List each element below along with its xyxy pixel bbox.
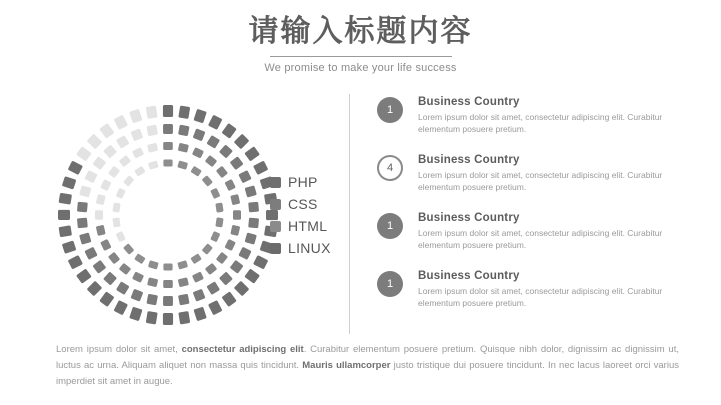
legend-swatch-icon	[270, 177, 281, 188]
donut-chart	[48, 95, 288, 335]
bullet-title: Business Country	[418, 212, 520, 224]
legend-label: LINUX	[288, 240, 331, 256]
list-item	[377, 154, 697, 193]
bullet-title: Business Country	[418, 270, 520, 282]
bullet-list	[377, 96, 697, 328]
bullet-badge: 4	[377, 155, 403, 181]
footer-bold-2: Mauris ullamcorper	[302, 360, 391, 371]
footer-text-3: justo tristique dui posuere tincidunt. In nec lacus laoreet orci varius imperdiet sit amet in augue.	[56, 360, 679, 387]
footer-text-2: . Curabitur elementum posuere pretium. Quisque nibh dolor, dignissim ac dignissim ut, luctus ac urna. Aliquam aliquet non massa quis tincidunt.	[56, 344, 679, 371]
legend-swatch-icon	[270, 199, 281, 210]
title-divider	[270, 56, 452, 57]
bullet-badge: 1	[377, 97, 403, 123]
list-item	[377, 270, 697, 309]
legend-swatch-icon	[270, 221, 281, 232]
bullet-body	[418, 154, 697, 193]
chart-legend	[270, 172, 350, 260]
slide-header	[0, 14, 721, 74]
bullet-badge: 1	[377, 213, 403, 239]
legend-item	[270, 172, 350, 192]
legend-label: PHP	[288, 174, 318, 190]
bullet-text: Lorem ipsum dolor sit amet, consectetur adipiscing elit. Curabitur elementum posuere pretium.	[418, 112, 663, 134]
legend-swatch-icon	[270, 243, 281, 254]
bullet-badge: 1	[377, 271, 403, 297]
page-subtitle: We promise to make your life success	[264, 62, 457, 74]
legend-label: CSS	[288, 196, 318, 212]
legend-item	[270, 238, 350, 258]
legend-label: HTML	[288, 218, 328, 234]
bullet-body	[418, 212, 697, 251]
bullet-title: Business Country	[418, 154, 520, 166]
footer-bold-1: consectetur adipiscing elit	[181, 344, 304, 355]
footer-text-1: Lorem ipsum dolor sit amet,	[56, 344, 182, 355]
list-item	[377, 212, 697, 251]
page-title: 请输入标题内容	[248, 15, 473, 48]
legend-item	[270, 194, 350, 214]
legend-item	[270, 216, 350, 236]
bullet-title: Business Country	[418, 96, 520, 108]
bullet-text: Lorem ipsum dolor sit amet, consectetur adipiscing elit. Curabitur elementum posuere pretium.	[418, 228, 663, 250]
donut-chart-svg	[48, 95, 288, 335]
bullet-body	[418, 96, 697, 135]
footer-paragraph	[56, 342, 679, 390]
bullet-text: Lorem ipsum dolor sit amet, consectetur adipiscing elit. Curabitur elementum posuere pretium.	[418, 170, 663, 192]
list-item	[377, 96, 697, 135]
bullet-text: Lorem ipsum dolor sit amet, consectetur adipiscing elit. Curabitur elementum posuere pretium.	[418, 286, 663, 308]
bullet-body	[418, 270, 697, 309]
